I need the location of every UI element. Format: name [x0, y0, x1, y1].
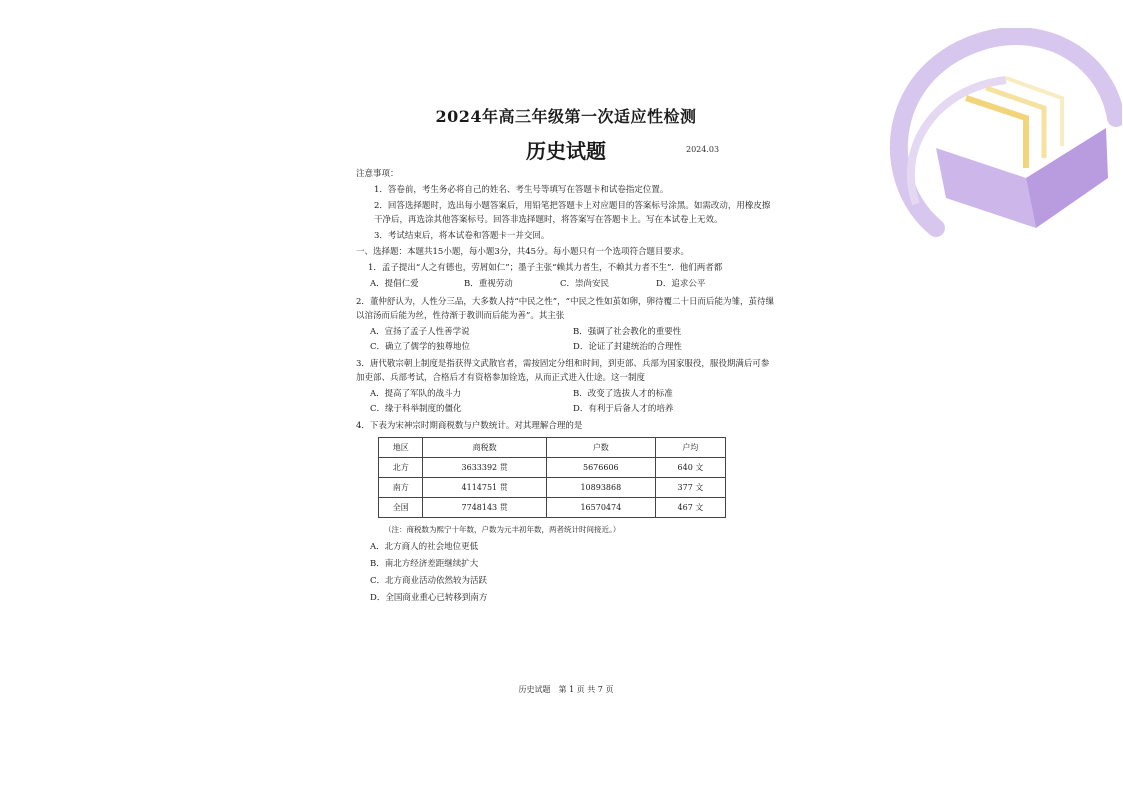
table-header-row [379, 438, 726, 458]
option-b: B．强调了社会教化的重要性 [573, 327, 682, 337]
option-d: D．有利于后备人才的培养 [573, 404, 674, 414]
option-b: B．南北方经济差距继续扩大 [370, 559, 479, 569]
table-cell: 4114751 贯 [423, 478, 546, 498]
tax-household-table [378, 437, 726, 518]
option-c: C．北方商业活动依然较为活跃 [370, 576, 488, 586]
table-header: 商税数 [423, 438, 546, 458]
table-cell: 北方 [379, 458, 423, 478]
table-cell: 16570474 [546, 498, 655, 518]
table-cell: 640 文 [655, 458, 725, 478]
table-cell: 南方 [379, 478, 423, 498]
table-row [379, 458, 726, 478]
notice-item: 1．答卷前，考生务必将自己的姓名、考生号等填写在答题卡和试卷指定位置。 [374, 185, 669, 195]
option-a: A．北方商人的社会地位更低 [370, 542, 479, 552]
option-b: B．重视劳动 [464, 279, 513, 289]
option-d: D．论证了封建统治的合理性 [573, 342, 682, 352]
option-d: D．追求公平 [656, 279, 706, 289]
question-3-options [356, 387, 776, 417]
table-cell: 7748143 贯 [423, 498, 546, 518]
question-3-stem: 3．唐代敬宗朝上制度是指获得文武散官者，需按固定分组和时间，到吏部、兵部为国家服役，服役期满后可参加吏部、兵部考试，合格后才有资格参加铨选，从而正式进入仕途。这一制度 [356, 359, 770, 383]
table-cell: 377 文 [655, 478, 725, 498]
question-1-options [356, 277, 776, 292]
option-b: B．改变了选拔人才的标准 [573, 389, 673, 399]
option-c: C．确立了儒学的独尊地位 [370, 342, 471, 352]
question-1-stem: 1．孟子提出“人之有德也，劳屑如仁”；墨子主张“赖其力者生，不赖其力者不生”．他们两者都 [368, 263, 723, 273]
table-row [379, 498, 726, 518]
exam-date: 2024.03 [686, 145, 720, 154]
option-a: A．提高了军队的战斗力 [370, 389, 462, 399]
table-cell: 3633392 贯 [423, 458, 546, 478]
exam-page [356, 96, 776, 694]
option-c: C．崇尚安民 [560, 279, 610, 289]
option-a: A．提倡仁爱 [370, 279, 419, 289]
book-logo-icon [876, 28, 1122, 244]
table-cell: 467 文 [655, 498, 725, 518]
notice-item: 2．回答选择题时，选出每小题答案后，用铅笔把答题卡上对应题目的答案标号涂黑。如需改动，用橡皮擦干净后，再选涂其他答案标号。回答非选择题时，将答案写在答题卡上。写在本试卷上无效。 [374, 201, 771, 225]
table-cell: 10893868 [546, 478, 655, 498]
page-footer: 历史试题 第 1 页 共 7 页 [518, 685, 614, 694]
option-c: C．缘于科举制度的僵化 [370, 404, 462, 414]
question-4-stem: 4．下表为宋神宗时期商税数与户数统计。对其理解合理的是 [356, 421, 583, 431]
table-note: （注：商税数为熙宁十年数，户数为元丰初年数，两者统计时间接近。） [384, 525, 621, 534]
table-header: 户数 [546, 438, 655, 458]
table-header: 地区 [379, 438, 423, 458]
option-a: A．宣扬了孟子人性善学说 [370, 327, 470, 337]
table-cell: 全国 [379, 498, 423, 518]
question-2-stem: 2．董仲舒认为，人性分三品，大多数人持“中民之性”，“中民之性如茧如卵，卵待覆二十日而后能为雏，茧待缫以涫汤而后能为丝，性待渐于教训而后能为善”。其主张 [356, 297, 774, 321]
section-heading: 一、选择题：本题共15小题，每小题3分，共45分。每小题只有一个选项符合题目要求。 [356, 247, 690, 257]
exam-title: 2024年高三年级第一次适应性检测 [435, 107, 697, 126]
question-4-options [356, 539, 776, 607]
option-d: D．全国商业重心已转移到南方 [370, 593, 488, 603]
subject-title: 历史试题 [526, 139, 606, 163]
table-row [379, 478, 726, 498]
notice-item: 3．考试结束后，将本试卷和答题卡一并交回。 [374, 231, 550, 241]
notice-heading: 注意事项： [356, 169, 399, 179]
table-cell: 5676606 [546, 458, 655, 478]
table-header: 户均 [655, 438, 725, 458]
question-2-options [356, 325, 776, 355]
